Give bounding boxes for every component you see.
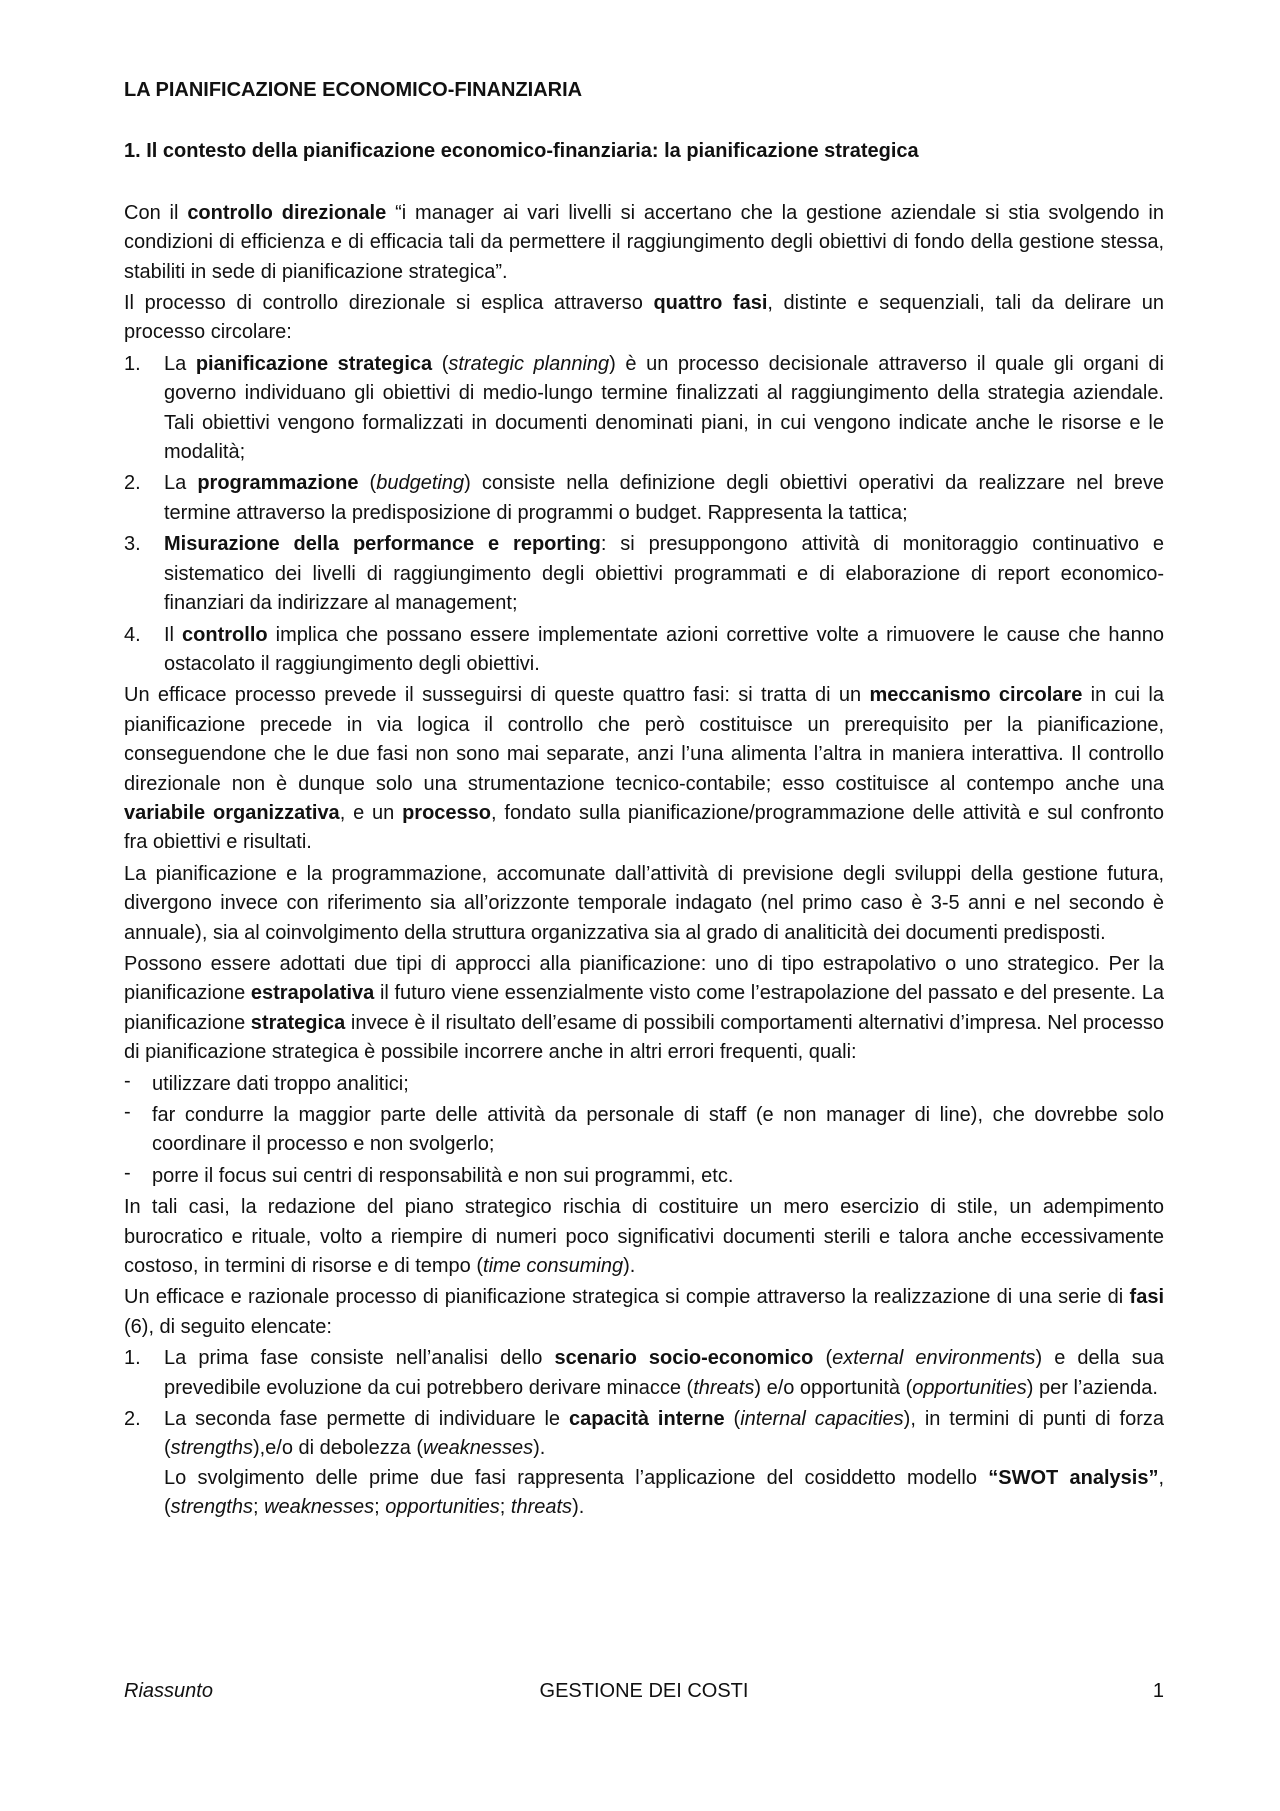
- numbered-list: [124, 1344, 1164, 1522]
- text-run: ).: [623, 1255, 636, 1278]
- paragraph: [124, 950, 1164, 1068]
- italic-text: threats: [693, 1376, 755, 1399]
- italic-text: strengths: [170, 1496, 253, 1519]
- text-run: La seconda fase permette di individuare le: [164, 1408, 569, 1431]
- document-body: [124, 76, 1164, 1525]
- list-item-text: far condurre la maggior parte delle attività da personale di staff (e non manager di line), che dovrebbe solo coordinare il processo e non svolgerlo;: [152, 1104, 1164, 1156]
- list-number: 2.: [124, 472, 141, 495]
- text-run: ) e della sua prevedibile evoluzione da cui potrebbero derivare minacce (: [164, 1347, 1164, 1399]
- text-run: ;: [374, 1496, 386, 1519]
- list-item: [124, 1101, 1164, 1160]
- bold-text: controllo: [182, 623, 268, 646]
- document-title: LA PIANIFICAZIONE ECONOMICO-FINANZIARIA: [124, 79, 583, 101]
- list-item-text: [164, 353, 1164, 463]
- dash-bullet: -: [124, 1101, 131, 1123]
- text-run: La prima fase consiste nell’analisi dello: [164, 1347, 555, 1370]
- list-number: 2.: [124, 1408, 141, 1431]
- text-run: invece è il risultato dell’esame di possibili comportamenti alternativi d’impresa. Nel processo di pianificazione strategica è possibile incorrere anche in altri errori frequenti, quali:: [124, 1011, 1164, 1064]
- bold-text: programmazione: [197, 472, 359, 495]
- bold-text: fasi: [1129, 1286, 1164, 1309]
- italic-text: time consuming: [483, 1255, 624, 1278]
- bold-text: processo: [402, 801, 492, 824]
- paragraph: [124, 860, 1164, 948]
- bold-text: variabile organizzativa: [124, 801, 340, 824]
- paragraph: [124, 1283, 1164, 1342]
- list-item: [124, 350, 1164, 468]
- text-run: Con il: [124, 201, 188, 224]
- text-run: implica che possano essere implementate azioni correttive volte a rimuovere le cause che hanno ostacolato il raggiungimento degli obiettivi.: [164, 623, 1164, 675]
- text-run: il futuro viene essenzialmente visto come l’estrapolazione del passato e del presente. La pianificazione: [124, 982, 1165, 1034]
- italic-text: opportunities: [912, 1376, 1027, 1399]
- text-run: In tali casi, la redazione del piano strategico rischia di costituire un mero esercizio di stile, un adempimento burocratico e rituale, volto a riempire di numeri poco significativi documenti sterili e talora anche eccessivamente costoso, in termini di risorse e di tempo (: [124, 1196, 1164, 1278]
- page-number: 1: [1152, 1680, 1164, 1702]
- italic-text: threats: [510, 1496, 573, 1519]
- text-run: Lo svolgimento delle prime due fasi rappresenta l’applicazione del cosiddetto modello: [164, 1466, 989, 1489]
- text-run: Il processo di controllo direzionale si esplica attraverso: [124, 292, 654, 315]
- list-item-text: [164, 624, 1164, 675]
- text-run: , (: [164, 1466, 1165, 1519]
- list-item: [124, 1162, 1164, 1191]
- text-run: Il: [164, 623, 183, 646]
- italic-text: external environments: [832, 1347, 1036, 1370]
- bold-text: pianificazione strategica: [195, 352, 433, 375]
- list-item-continuation: [164, 1464, 1164, 1523]
- italic-text: weaknesses: [423, 1437, 534, 1460]
- bold-text: Misurazione della performance e reporting: [164, 533, 601, 556]
- paragraph: [124, 1193, 1164, 1281]
- text-run: “i manager ai vari livelli si accertano che la gestione aziendale si stia svolgendo in condizioni di efficienza e di efficacia tali da permettere il raggiungimento degli obiettivi di fondo della gestione stessa, stabiliti in sede di pianificazione strategica”.: [124, 201, 1164, 283]
- bold-text: quattro fasi: [653, 292, 768, 315]
- text-run: : si presuppongono attività di monitoraggio continuativo e sistematico dei livelli di raggiungimento degli obiettivi programmati e di elaborazione di report economico-finanziari da indirizzare al management;: [164, 533, 1164, 615]
- italic-text: budgeting: [376, 472, 465, 495]
- text-run: La: [164, 352, 196, 375]
- list-item: [124, 1344, 1164, 1403]
- list-number: 1.: [124, 1347, 141, 1370]
- list-item-text: porre il focus sui centri di responsabilità e non sui programmi, etc.: [152, 1164, 734, 1187]
- list-item: [124, 621, 1164, 680]
- list-number: 3.: [124, 533, 141, 556]
- text-run: , e un: [339, 801, 403, 824]
- bold-text: strategica: [250, 1011, 346, 1034]
- italic-text: weaknesses: [264, 1496, 375, 1519]
- text-run: (: [813, 1347, 833, 1370]
- italic-text: internal capacities: [740, 1408, 904, 1431]
- numbered-list: [124, 350, 1164, 679]
- bold-text: scenario socio-economico: [554, 1347, 814, 1370]
- bold-text: capacità interne: [568, 1408, 725, 1431]
- text-run: Un efficace e razionale processo di pianificazione strategica si compie attraverso la realizzazione di una serie di: [124, 1286, 1130, 1309]
- list-item: [124, 1405, 1164, 1523]
- italic-text: opportunities: [385, 1496, 500, 1519]
- list-item-text: [164, 472, 1164, 523]
- text-run: ) è un processo decisionale attraverso il quale gli organi di governo individuano gli obiettivi di medio-lungo termine finalizzati al raggiungimento della strategia aziendale. Tali obiettivi vengono formalizzati in documenti denominati piani, in cui vengono indicate anche le risorse e le modalità;: [164, 352, 1164, 464]
- list-item-text: [164, 1347, 1164, 1398]
- dash-bullet: -: [124, 1069, 131, 1092]
- text-run: ),e/o di debolezza (: [252, 1437, 424, 1460]
- italic-text: strengths: [170, 1437, 253, 1460]
- text-run: , distinte e sequenziali, tali da delirare un processo circolare:: [124, 292, 1164, 344]
- text-run: ).: [572, 1496, 585, 1519]
- dash-bullet: -: [124, 1161, 131, 1184]
- footer-center: GESTIONE DEI COSTI: [539, 1680, 749, 1702]
- text-run: ;: [499, 1496, 511, 1519]
- footer-left: Riassunto: [124, 1680, 213, 1702]
- list-item: [124, 1070, 1164, 1099]
- text-run: in cui la pianificazione precede in via logica il controllo che però costituisce un prerequisito per la pianificazione, conseguendone che le due fasi non sono mai separate, anzi l’una alimenta l’altra in maniera interattiva. Il controllo direzionale non è dunque solo una strumentazione tecnico-contabile; esso costituisce al contempo anche una: [124, 684, 1165, 795]
- text-run: La: [164, 472, 198, 495]
- dash-list: [124, 1070, 1164, 1192]
- paragraph: [124, 681, 1164, 857]
- text-run: ), in termini di punti di forza (: [164, 1408, 1164, 1460]
- page-footer: [124, 1680, 1164, 1703]
- list-number: 1.: [124, 352, 141, 375]
- list-item-text: [164, 1408, 1164, 1459]
- list-number: 4.: [124, 623, 141, 646]
- text-run: ) consiste nella definizione degli obiettivi operativi da realizzare nel breve termine attraverso la predisposizione di programmi o budget. Rappresenta la tattica;: [164, 472, 1165, 524]
- list-item: [124, 530, 1164, 618]
- section-title: 1. Il contesto della pianificazione economico-finanziaria: la pianificazione strategica: [124, 140, 919, 163]
- paragraph: [124, 289, 1164, 348]
- text-run: La pianificazione e la programmazione, accomunate dall’attività di previsione degli sviluppi della gestione futura, divergono invece con riferimento sia all’orizzonte temporale indagato (nel primo caso è 3-5 anni e nel secondo è annuale), sia al coinvolgimento della struttura organizzativa sia al grado di analiticità dei documenti predisposti.: [124, 862, 1164, 944]
- italic-text: strategic planning: [448, 352, 610, 375]
- list-item-text: utilizzare dati troppo analitici;: [152, 1072, 409, 1095]
- text-run: (6), di seguito elencate:: [124, 1315, 332, 1338]
- bold-text: estrapolativa: [250, 982, 375, 1005]
- text-run: (: [724, 1408, 741, 1431]
- text-run: (: [358, 472, 377, 495]
- text-run: ;: [252, 1496, 265, 1519]
- text-run: ) per l’azienda.: [1026, 1376, 1158, 1399]
- text-run: ).: [533, 1437, 546, 1460]
- list-item: [124, 469, 1164, 528]
- text-run: ) e/o opportunità (: [754, 1376, 913, 1399]
- text-run: Un efficace processo prevede il susseguirsi di queste quattro fasi: si tratta di un: [124, 684, 870, 707]
- text-run: Possono essere adottati due tipi di approcci alla pianificazione: uno di tipo estrapolativo o uno strategico. Per la pianificazione: [124, 952, 1164, 1005]
- paragraph: [124, 199, 1164, 287]
- text-run: (: [432, 352, 449, 375]
- bold-text: “SWOT analysis”: [988, 1466, 1159, 1489]
- bold-text: controllo direzionale: [187, 201, 387, 224]
- list-item-text: [164, 533, 1164, 614]
- bold-text: meccanismo circolare: [869, 684, 1083, 707]
- text-run: , fondato sulla pianificazione/programmazione delle attività e sul confronto fra obiettivi e risultati.: [124, 801, 1164, 854]
